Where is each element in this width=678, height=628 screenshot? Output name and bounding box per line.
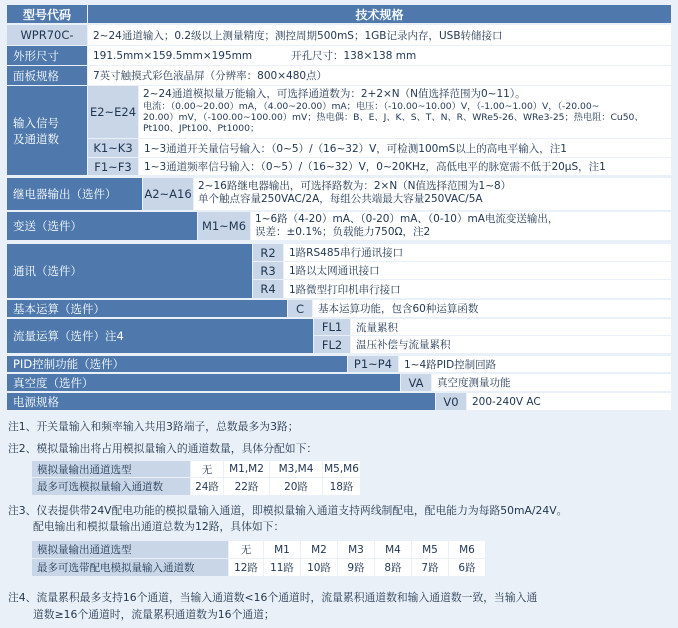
input-e-line2: 电流：（0.00~20.00）mA，（4.00~20.00）mA；电压：（-10.00~10.00）V，（-1.00~1.00）V，（-20.00~ [143,100,600,112]
model-code-label: WPR70C- [7,25,87,45]
input-e-line3: 20.00）mV，（-100.00~100.00）mV；热电偶：B、E、J、K、S、T、N、R、WRe5-26、WRe3-25；热电阻：Cu50、 [143,111,644,123]
table2-cell: 8路 [375,559,411,576]
power-text: 200-240V AC [467,393,671,410]
input-f-text: 1~3通道频率信号输入：（0~5）/（16~32）V，0~20KHz，高低电平的脉宽需不低于20μS，注1 [139,158,671,175]
comm-r3-code: R3 [253,262,283,279]
table1-row2-label: 最多可选模拟量输入通道数 [32,478,190,495]
transmit-label: 变送（选件） [7,212,197,240]
model-spec-text: 2~24通道输入；0.2级以上测量精度；测控周期500mS；1GB记录内存，USB转储接口 [88,25,671,45]
table2-cell: 无 [229,541,263,558]
table2-cell: M3 [338,541,374,558]
note-1: 注1、开关量输入和频率输入共用3路端子，总数最多为3路； [8,420,299,433]
flow-fl1-text: 流量累积 [351,319,671,335]
input-signal-label [7,86,87,175]
comm-r2-text: 1路RS485串行通讯接口 [284,244,671,261]
input-e-line1: 2~24通道模拟量万能输入，可选择通道数为：2+2×N（N值选择范围为0~11）。 [143,88,526,100]
table2-cell: M1 [264,541,300,558]
table1-cell: 无 [191,461,223,477]
table2-cell: M4 [375,541,411,558]
comm-r2-code: R2 [253,244,283,261]
header-model-code: 型号代码 [7,5,87,23]
vacuum-text: 真空度测量功能 [432,374,671,391]
note-3-line2: 配电输出和模拟量输出通道总数为12路，具体如下： [33,520,285,533]
table2-cell: 12路 [229,559,263,576]
vacuum-label: 真空度（选件） [7,374,400,391]
note-4-line2: 道数≥16个通道时，流量累积通道数为16个通道； [33,608,275,621]
table1-row1-label: 模拟量输出通道选型 [32,461,190,477]
header-spec: 技术规格 [88,5,671,23]
power-label: 电源规格 [7,393,435,410]
relay-code: A2~A16 [143,178,193,210]
table2-cell: 7路 [412,559,448,576]
comm-r3-text: 1路以太网通讯接口 [284,262,671,279]
table2-cell: 10路 [301,559,337,576]
input-f-code: F1~F3 [88,158,138,175]
comm-r4-text: 1路微型打印机串行接口 [284,280,671,298]
note-2: 注2、模拟量输出将占用模拟量输入的通道数量，具体分配如下： [8,442,318,455]
basic-calc-text: 基本运算功能，包含60种运算函数 [313,300,671,317]
size-dimensions: 191.5mm×159.5mm×195mm [93,49,253,62]
relay-line2: 单个触点容量250VAC/2A，每组公共端最大容量250VAC/5A [198,192,483,205]
input-k-code: K1~K3 [88,139,138,157]
basic-calc-code: C [288,300,312,317]
input-signal-label-line2: 及通道数 [13,131,59,146]
transmit-line1: 1~6路（4-20）mA、（0-20）mA、（0-10）mA电流变送输出， [255,213,559,225]
pid-code: P1~P4 [348,356,398,372]
table2-cell: M5 [412,541,448,558]
input-e-text [139,86,671,138]
input-e-code: E2~E24 [88,86,138,138]
flow-calc-label: 流量运算（选件）注4 [7,319,313,353]
flow-fl1-code: FL1 [314,319,350,335]
size-label: 外形尺寸 [7,46,87,65]
table1-cell: M1,M2 [224,461,269,477]
table2-row1-label: 模拟量输出通道选型 [32,541,228,558]
transmit-code: M1~M6 [198,212,250,240]
relay-text [194,178,671,210]
table1-cell: 24路 [191,478,223,495]
vacuum-code: VA [401,374,431,391]
input-e-line4: Pt100、JPt100、Pt1000； [143,122,260,134]
note-4-line1: 注4、流量累积最多支持16个通道，当输入通道数<16个通道时，流量累积通道数和输入通道数一致，当输入通 [8,591,538,604]
table1-cell: 18路 [323,478,360,495]
table2-cell: 9路 [338,559,374,576]
input-k-text: 1~3通道开关量信号输入：（0~5）/（16~32）V，可检测100mS以上的高电平输入，注1 [139,139,671,157]
table2-row2-label: 最多可选带配电模拟量输入通道数 [32,559,228,576]
flow-fl2-text: 温压补偿与流量累积 [351,336,671,353]
input-signal-label-line1: 输入信号 [13,115,59,130]
cutout-dimensions: 开孔尺寸：138×138 mm [291,50,417,62]
comm-r4-code: R4 [253,280,283,298]
pid-text: 1~4路PID控制回路 [399,356,671,372]
table1-cell: 20路 [270,478,322,495]
power-code: V0 [436,393,466,410]
relay-label: 继电器输出（选件） [7,178,142,210]
comm-label: 通讯（选件） [7,244,252,298]
note-3-line1: 注3、仪表提供带24V配电功能的模拟量输入通道，即模拟量输入通道支持两线制配电，配电能力为每路50mA/24V。 [8,504,568,517]
basic-calc-label: 基本运算（选件） [7,300,287,317]
table1-cell: M3,M4 [270,461,322,477]
table1-cell: 22路 [224,478,269,495]
pid-label: PID控制功能（选件） [7,356,347,372]
table1-cell: M5,M6 [324,463,359,475]
transmit-text [251,212,671,240]
panel-label: 面板规格 [7,66,87,85]
table2-cell: 11路 [264,559,300,576]
size-text [88,46,671,65]
panel-text: 7英寸触摸式彩色液晶屏（分辨率：800×480点） [88,66,671,85]
table2-cell: M6 [449,541,485,558]
relay-line1: 2~16路继电器输出，可选择路数为：2×N（N值选择范围为1~8） [198,180,512,192]
transmit-line2: 误差：±0.1%；负载能力750Ω，注2 [255,225,431,238]
table2-cell: 6路 [449,559,485,576]
flow-fl2-code: FL2 [314,336,350,353]
table2-cell: M2 [301,541,337,558]
